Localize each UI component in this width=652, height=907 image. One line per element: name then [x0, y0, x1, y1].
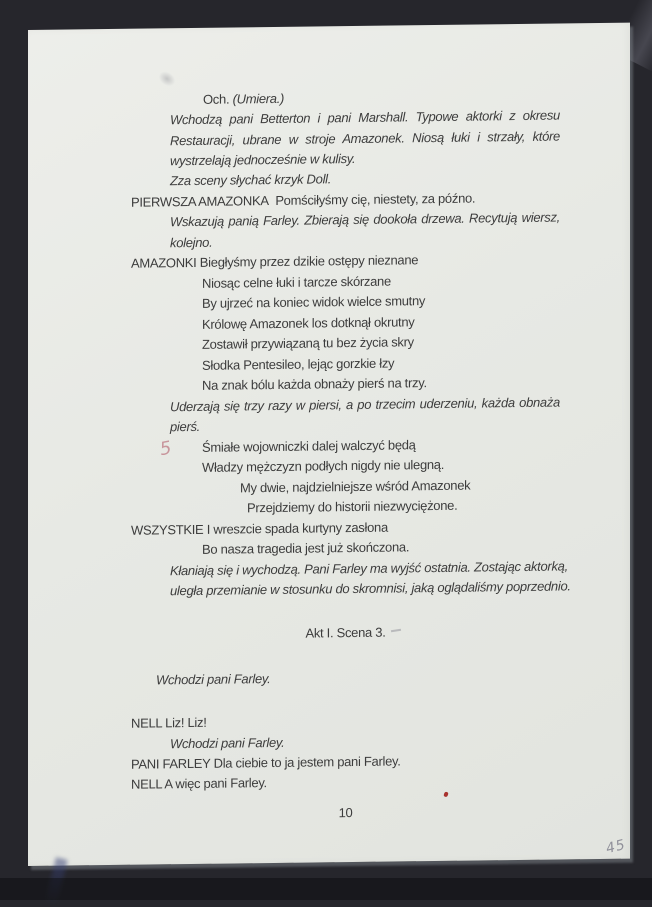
script-line: PIERWSZA AMAZONKA Pomściłyśmy cię, niestety, za późno. [131, 190, 476, 210]
script-line: uległa przemianie w stosunku do skromnisi, jaką oglądaliśmy poprzednio. [170, 578, 571, 599]
script-line: NELL Liz! Liz! [131, 714, 207, 731]
handwritten-page-note: 45 [604, 836, 628, 858]
script-line: Zza sceny słychać krzyk Doll. [170, 171, 332, 189]
script-line: Wchodzi pani Farley. [170, 734, 285, 752]
script-line: Przejdziemy do historii niezwyciężone. [247, 497, 458, 516]
script-page [28, 23, 630, 866]
script-line: Niosąc celne łuki i tarcze skórzane [202, 273, 391, 291]
pencil-margin-mark: 5 [158, 437, 174, 461]
script-line: By ujrzeć na koniec widok wielce smutny [202, 293, 426, 311]
dialogue-segment: Och. [203, 91, 233, 107]
script-line: Słodka Pentesileo, lejąc gorzkie łzy [202, 355, 395, 373]
script-line: Wchodzą pani Betterton i pani Marshall. Typowe aktorki z okresu [170, 107, 560, 128]
script-line: Śmiałe wojowniczki dalej walczyć będą [202, 437, 416, 455]
script-line: 10 [338, 805, 353, 821]
script-line: Bo nasza tragedia jest już skończona. [202, 539, 410, 557]
script-line: pierś. [170, 418, 200, 435]
script-line: wystrzelają jednocześnie w kulisy. [170, 151, 356, 169]
script-line: Na znak bólu każda obnaży pierś na trzy. [202, 375, 427, 393]
script-line: Wskazują panią Farley. Zbierają się dookoła drzewa. Recytują wiersz, [170, 209, 560, 230]
script-line: Władzy mężczyzn podłych nigdy nie ulegną. [202, 456, 445, 475]
script-line: AMAZONKI Biegłyśmy przez dzikie ostępy nieznane [131, 252, 419, 271]
script-line: kolejno. [170, 234, 213, 251]
script-line: Królowę Amazonek los dotknął okrutny [202, 314, 415, 332]
script-line: Zostawił przywiązaną tu bez życia skry [202, 334, 414, 352]
script-line: Uderzają się trzy razy w piersi, a po trzecim uderzeniu, każda obnaża [170, 394, 560, 415]
script-line [203, 90, 284, 108]
script-text-layer [28, 23, 630, 821]
script-line: PANI FARLEY Dla ciebie to ja jestem pani Farley. [131, 753, 401, 772]
script-line: NELL A więc pani Farley. [131, 775, 267, 792]
scan-edge-strip [0, 878, 652, 900]
script-line: Kłaniają się i wychodzą. Pani Farley ma wyjść ostatnia. Zostając aktorką, [170, 558, 568, 579]
script-line: My dwie, najdzielniejsze wśród Amazonek [240, 477, 471, 496]
script-line: WSZYSTKIE I wreszcie spada kurtyny zasłona [131, 519, 388, 538]
script-line: Restauracji, ubrane w stroje Amazonek. Niosą łuki i strzały, które [170, 128, 560, 149]
red-ink-dot [443, 791, 448, 797]
smudge-mark [156, 68, 178, 89]
script-line: Wchodzi pani Farley. [156, 671, 271, 688]
script-line: Akt I. Scena 3. [305, 624, 386, 641]
stage-direction-segment: (Umiera.) [232, 90, 285, 107]
